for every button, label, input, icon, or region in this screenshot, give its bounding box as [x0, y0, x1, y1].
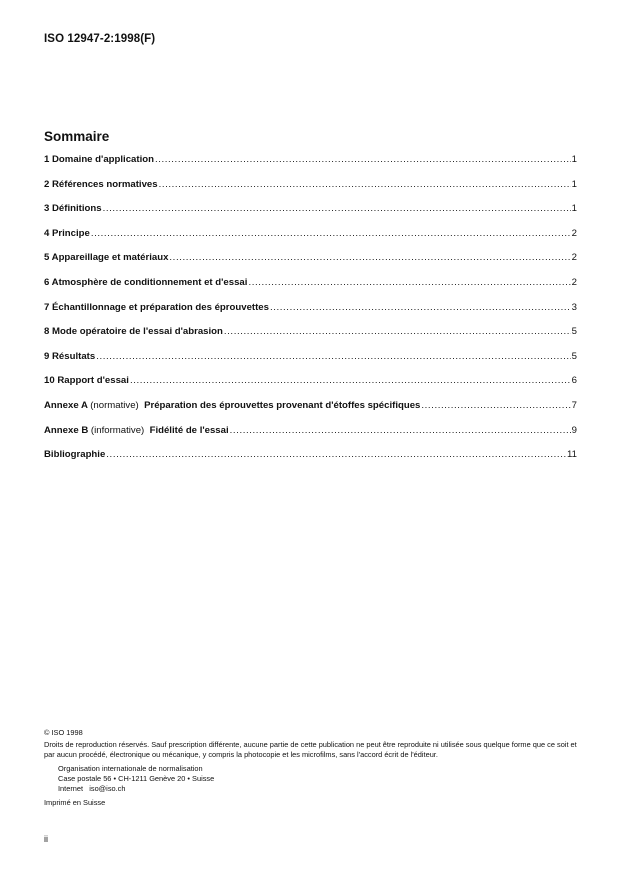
toc-entry-atmosphere[interactable]	[44, 277, 577, 302]
toc-entry-page: 2	[571, 252, 577, 264]
toc-entry-resultats[interactable]	[44, 351, 577, 376]
toc-leader-dots	[169, 252, 570, 263]
toc-leader-dots	[248, 277, 570, 288]
toc-entry-annexe-b[interactable]	[44, 425, 577, 450]
copyright-notice: © ISO 1998	[44, 728, 83, 737]
toc-entry-label	[44, 425, 229, 436]
toc-leader-dots	[155, 154, 571, 165]
toc-entry-page: 5	[571, 326, 577, 338]
toc-entry-rapport[interactable]	[44, 375, 577, 400]
annex-title: Préparation des éprouvettes provenant d'étoffes spécifiques	[144, 399, 421, 411]
toc-entry-page: 11	[567, 449, 577, 461]
internet-address[interactable]: iso@iso.ch	[89, 784, 126, 794]
toc-entry-echantillonnage[interactable]	[44, 302, 577, 327]
toc-entry-label: 2 Références normatives	[44, 178, 158, 190]
internet-line	[58, 784, 584, 794]
toc-leader-dots	[421, 400, 570, 411]
toc-entry-label: 1 Domaine d'application	[44, 154, 154, 165]
toc-leader-dots	[224, 326, 571, 337]
toc-entry-label: 7 Échantillonnage et préparation des éprouvettes	[44, 301, 269, 313]
toc-entry-page: 7	[571, 399, 577, 411]
toc-leader-dots	[130, 375, 571, 386]
toc-entry-label: 5 Appareillage et matériaux	[44, 252, 169, 264]
publisher-address	[44, 764, 584, 795]
page-number: ii	[44, 834, 48, 844]
toc-entry-page: 9	[571, 424, 577, 436]
toc-entry-appareillage[interactable]	[44, 252, 577, 277]
toc-entry-annexe-a[interactable]	[44, 400, 577, 425]
table-of-contents	[44, 154, 577, 474]
toc-entry-label: 6 Atmosphère de conditionnement et d'essai	[44, 276, 248, 288]
toc-leader-dots	[230, 425, 571, 436]
toc-entry-references[interactable]	[44, 179, 577, 204]
postal-address: Case postale 56 • CH-1211 Genève 20 • Suisse	[58, 773, 215, 783]
toc-leader-dots	[103, 203, 571, 214]
rights-statement: Droits de reproduction réservés. Sauf prescription différente, aucune partie de cette publication ne peut être reproduite ni utilisée sous quelque forme que ce soit et par aucun procédé, électronique ou mécanique, y compris la photocopie et les microfilms, sans l'accord écrit de l'éditeur.	[44, 740, 577, 760]
toc-entry-mode-operatoire[interactable]	[44, 326, 577, 351]
toc-entry-principe[interactable]	[44, 228, 577, 253]
toc-leader-dots	[159, 179, 571, 190]
toc-entry-page: 6	[571, 375, 577, 387]
toc-entry-label: Bibliographie	[44, 449, 106, 461]
annex-label: Annexe A	[44, 399, 88, 411]
toc-leader-dots	[106, 449, 566, 460]
organization-name: Organisation internationale de normalisation	[58, 763, 203, 773]
toc-entry-page: 1	[571, 203, 577, 215]
internet-label: Internet	[58, 784, 84, 794]
toc-title: Sommaire	[44, 129, 110, 144]
annex-qualifier: (informative)	[90, 424, 145, 436]
toc-entry-label: 9 Résultats	[44, 350, 96, 362]
annex-label: Annexe B	[44, 424, 89, 436]
toc-leader-dots	[270, 302, 571, 313]
printed-in: Imprimé en Suisse	[44, 798, 106, 808]
toc-entry-label: 10 Rapport d'essai	[44, 375, 129, 387]
toc-entry-page: 5	[571, 350, 577, 362]
toc-entry-label	[44, 400, 420, 411]
toc-leader-dots	[91, 228, 571, 239]
toc-entry-label: 8 Mode opératoire de l'essai d'abrasion	[44, 326, 223, 338]
toc-entry-page: 2	[571, 227, 577, 239]
toc-leader-dots	[96, 351, 570, 362]
toc-entry-domaine[interactable]	[44, 154, 577, 179]
toc-entry-definitions[interactable]	[44, 203, 577, 228]
annex-qualifier: (normative)	[90, 399, 139, 411]
toc-entry-bibliographie[interactable]	[44, 449, 577, 474]
annex-title: Fidélité de l'essai	[149, 424, 229, 436]
toc-entry-page: 1	[571, 178, 577, 190]
toc-entry-page: 1	[571, 154, 577, 165]
document-id-header: ISO 12947-2:1998(F)	[44, 33, 156, 45]
toc-entry-label: 4 Principe	[44, 227, 90, 239]
toc-entry-page: 3	[571, 301, 577, 313]
copyright-footer	[44, 728, 584, 808]
toc-entry-page: 2	[571, 276, 577, 288]
toc-entry-label: 3 Définitions	[44, 203, 102, 215]
